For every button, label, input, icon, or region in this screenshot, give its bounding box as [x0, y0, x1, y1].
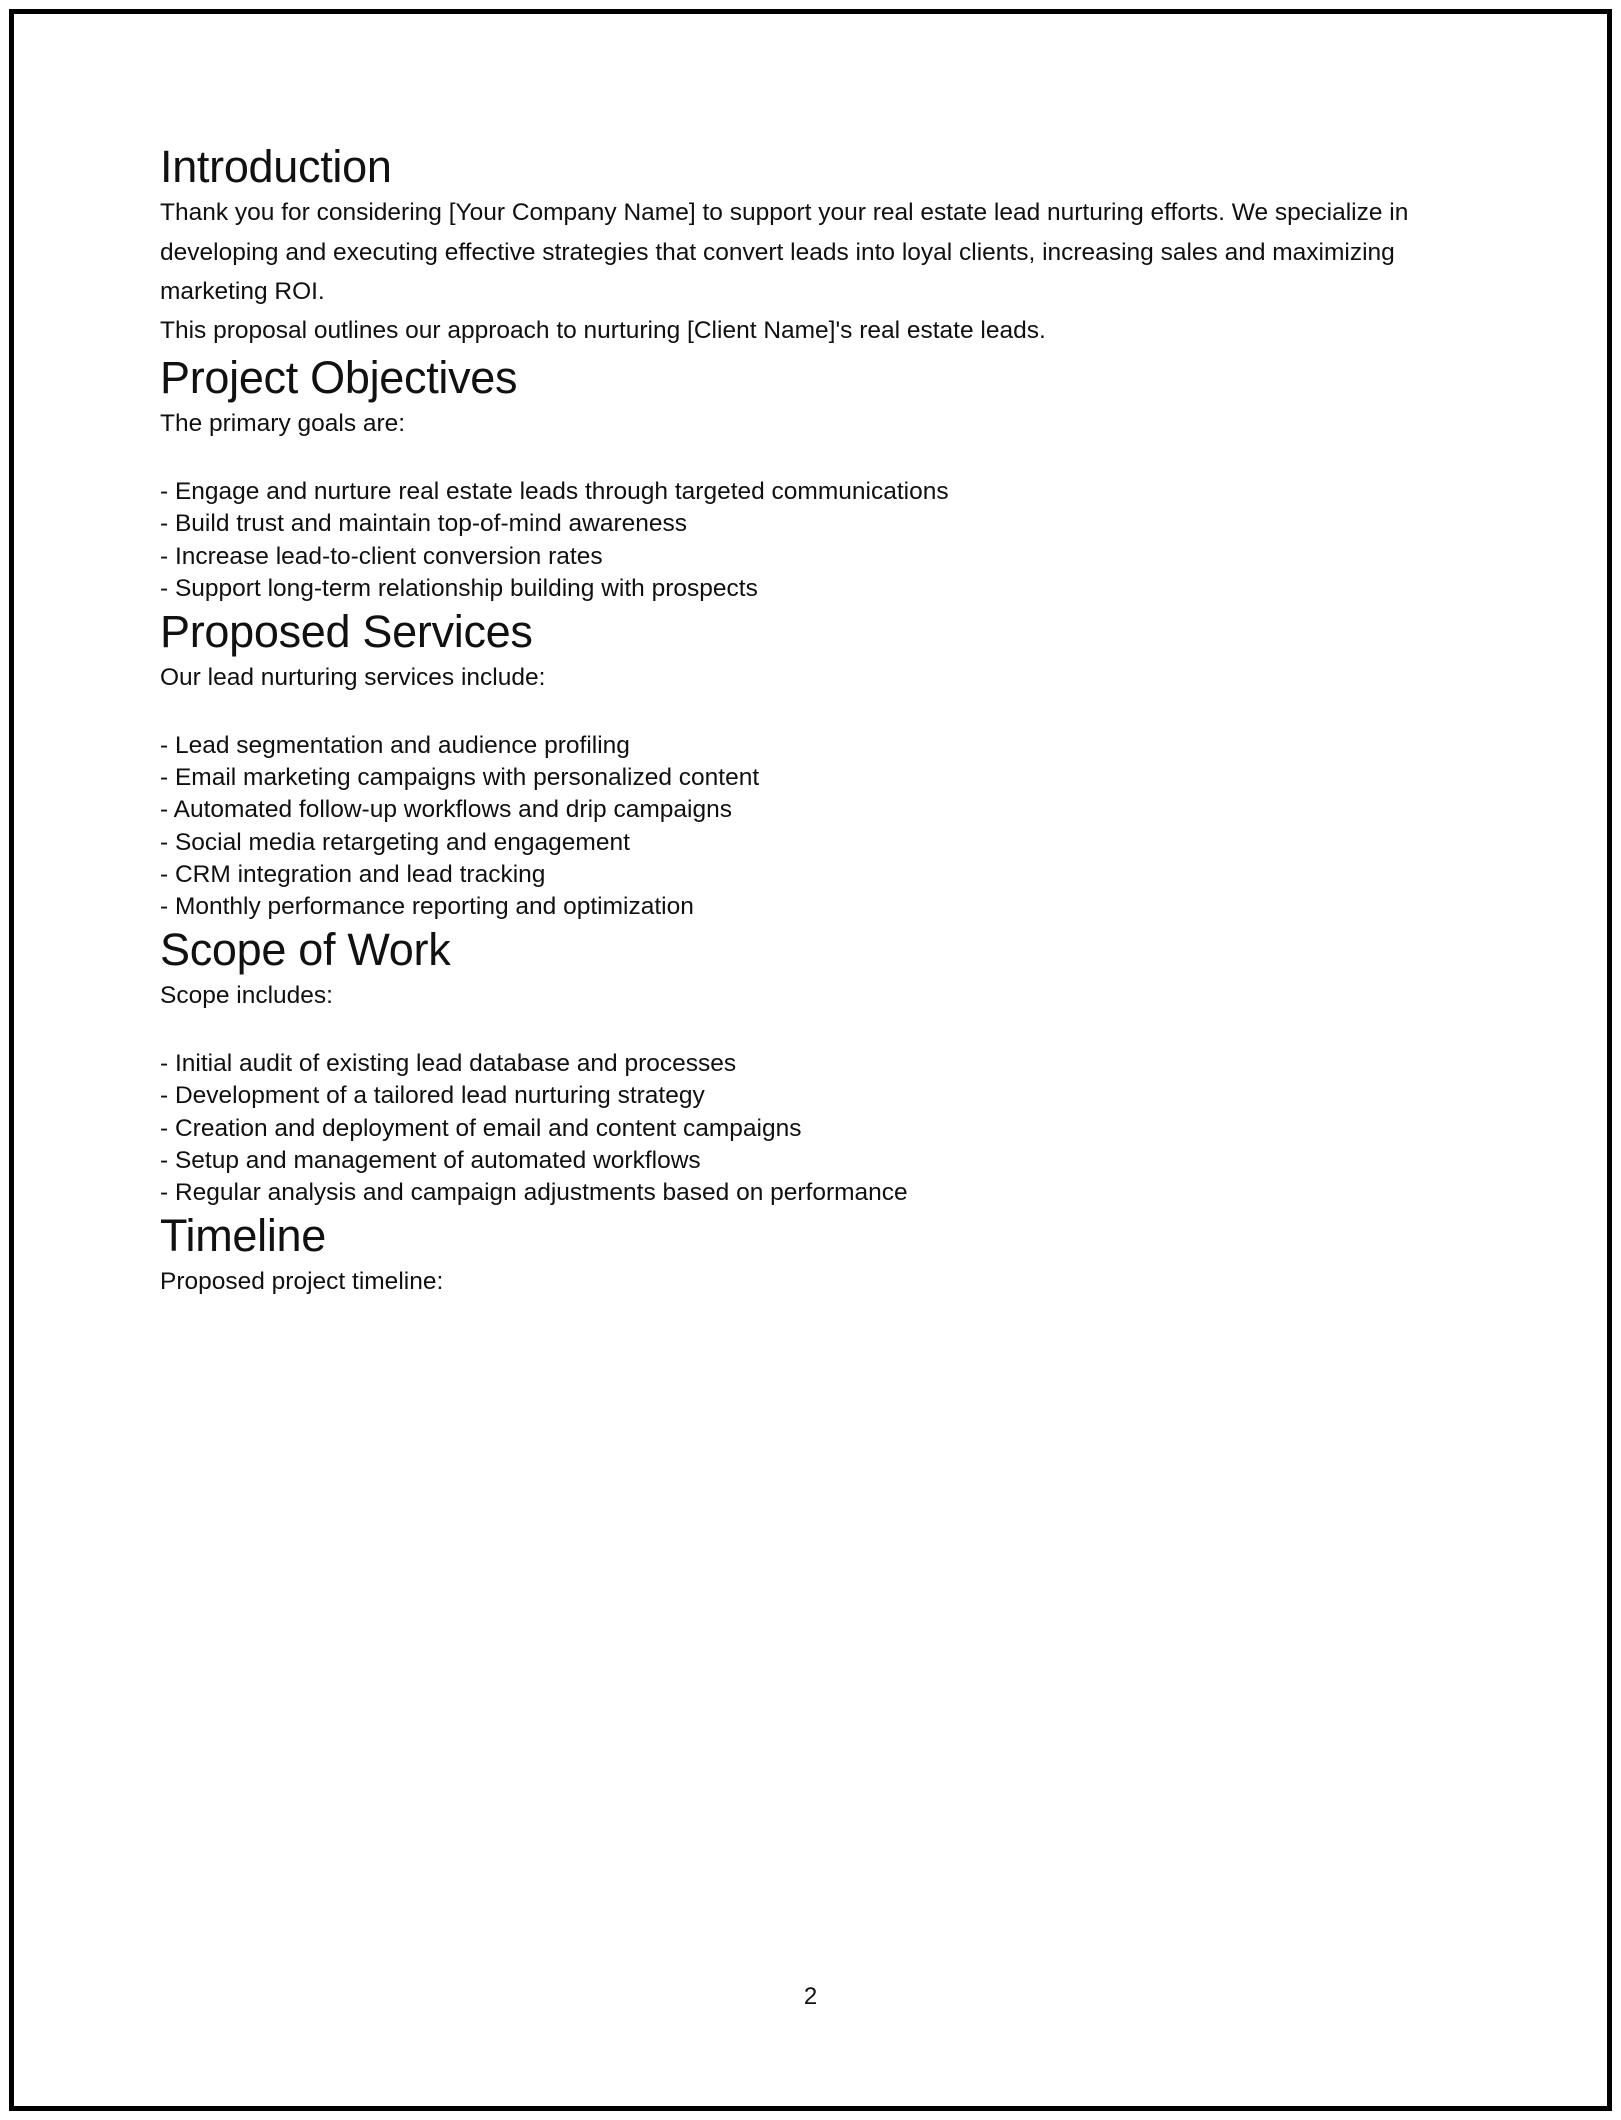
list-item: - Creation and deployment of email and content campaigns — [160, 1114, 802, 1142]
list-item: - Increase lead-to-client conversion rates — [160, 542, 603, 570]
list-item: - Development of a tailored lead nurturing strategy — [160, 1082, 705, 1110]
list-item: - Initial audit of existing lead database and processes — [160, 1050, 737, 1078]
section-heading-proposed-services: Proposed Services — [160, 605, 533, 657]
list-item: - Lead segmentation and audience profiling — [160, 732, 630, 760]
paragraph-scope-of-work-intro: Scope includes: — [160, 981, 333, 1009]
list-item: - Setup and management of automated workflows — [160, 1146, 701, 1174]
list-item: - Email marketing campaigns with personalized content — [160, 764, 760, 792]
list-item: - CRM integration and lead tracking — [160, 860, 546, 888]
document-content — [160, 140, 1460, 1301]
paragraph-introduction-1: Thank you for considering [Your Company Name] to support your real estate lead nurturing efforts. We specialize in developing and executing effective strategies that convert leads into loyal clients, increasing sales and maximizing marketing ROI. — [160, 199, 1409, 305]
section-heading-project-objectives: Project Objectives — [160, 351, 518, 403]
list-item: - Monthly performance reporting and optimization — [160, 892, 694, 920]
paragraph-proposed-services-intro: Our lead nurturing services include: — [160, 663, 546, 691]
section-heading-timeline: Timeline — [160, 1209, 326, 1261]
list-scope-of-work — [160, 1048, 1460, 1208]
list-project-objectives — [160, 476, 1460, 604]
list-proposed-services — [160, 730, 1460, 923]
list-item: - Build trust and maintain top-of-mind awareness — [160, 510, 688, 538]
list-item: - Regular analysis and campaign adjustments based on performance — [160, 1178, 908, 1206]
paragraph-project-objectives-intro: The primary goals are: — [160, 409, 406, 437]
paragraph-introduction-2: This proposal outlines our approach to nurturing [Client Name]'s real estate leads. — [160, 317, 1046, 345]
list-item: - Automated follow-up workflows and drip campaigns — [160, 796, 732, 824]
section-heading-introduction: Introduction — [160, 141, 392, 192]
list-item: - Engage and nurture real estate leads through targeted communications — [160, 478, 949, 506]
list-item: - Support long-term relationship building with prospects — [160, 574, 758, 602]
section-heading-scope-of-work: Scope of Work — [160, 923, 451, 975]
paragraph-timeline-intro: Proposed project timeline: — [160, 1267, 444, 1295]
list-item: - Social media retargeting and engagement — [160, 828, 630, 856]
page-number: 2 — [803, 1983, 818, 2010]
